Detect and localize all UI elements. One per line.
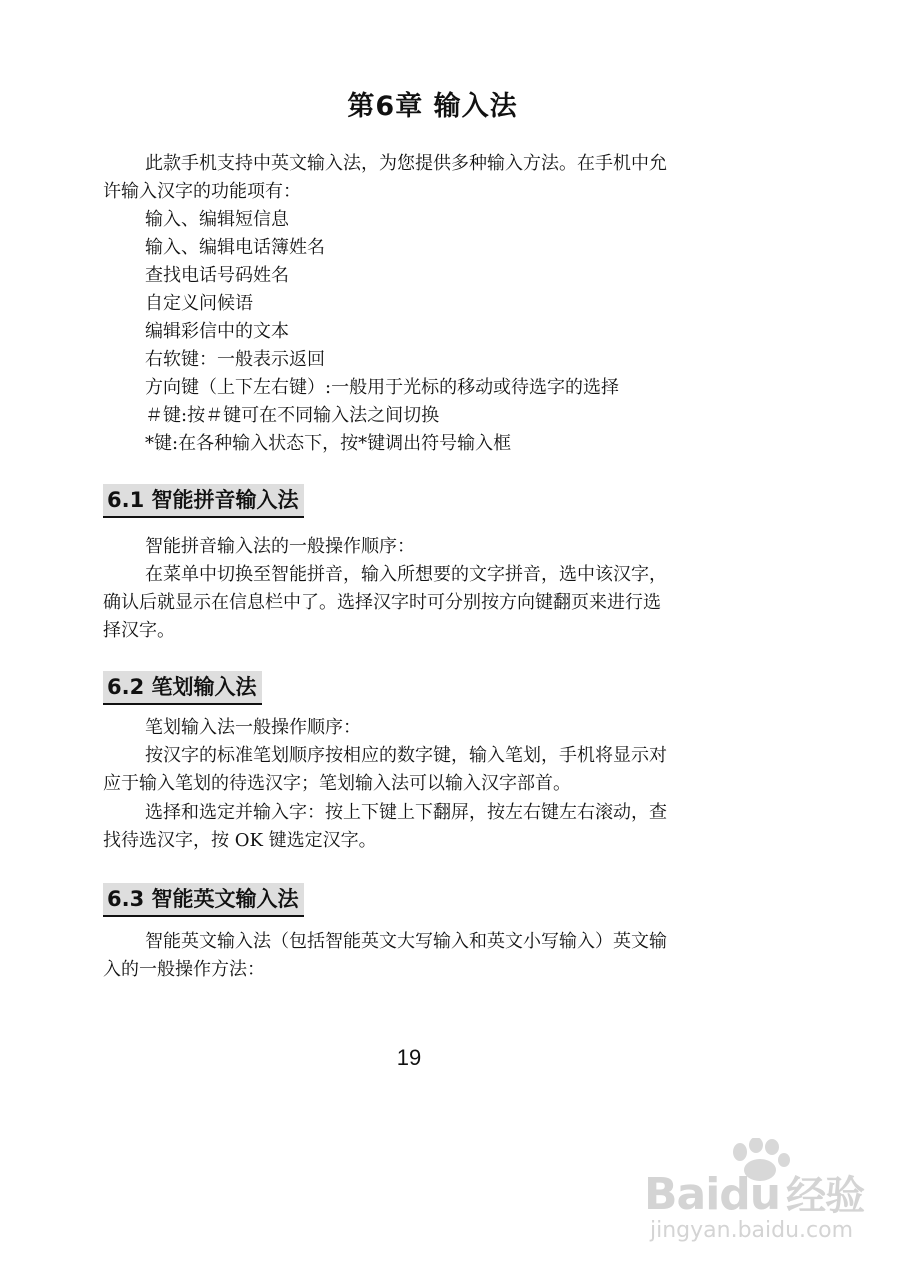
section-6-2-line: 笔划输入法一般操作顺序： — [145, 717, 361, 738]
section-6-1-line: 在菜单中切换至智能拼音，输入所想要的文字拼音，选中该汉字， — [145, 564, 667, 585]
section-6-2-line: 按汉字的标准笔划顺序按相应的数字键，输入笔划，手机将显示对 — [145, 745, 667, 766]
feature-list-item: *键:在各种输入状态下，按*键调出符号输入框 — [145, 433, 512, 454]
intro-paragraph-line: 此款手机支持中英文输入法，为您提供多种输入方法。在手机中允 — [145, 153, 667, 174]
section-6-3-line: 入的一般操作方法： — [103, 959, 265, 980]
feature-list-item: 输入、编辑短信息 — [145, 209, 289, 230]
feature-list-item: 自定义问候语 — [145, 293, 253, 314]
feature-list-item: 查找电话号码姓名 — [145, 265, 289, 286]
feature-list-item: 右软键：一般表示返回 — [145, 349, 325, 370]
page-number: 19 — [396, 1045, 422, 1070]
feature-list-item: ＃键:按＃键可在不同输入法之间切换 — [145, 405, 440, 426]
section-6-3-line: 智能英文输入法（包括智能英文大写输入和英文小写输入）英文输 — [145, 931, 667, 952]
watermark-brand — [644, 1164, 864, 1221]
chapter-title: 第6章 输入法 — [347, 91, 518, 122]
watermark-url: jingyan.baidu.com — [650, 1218, 854, 1243]
feature-list-item: 方向键（上下左右键）:一般用于光标的移动或待选字的选择 — [145, 377, 620, 398]
section-6-2-line: 应于输入笔划的待选汉字；笔划输入法可以输入汉字部首。 — [103, 773, 571, 794]
section-heading-6-1: 6.1 智能拼音输入法 — [103, 484, 304, 518]
section-6-1-line: 择汉字。 — [103, 620, 175, 641]
intro-paragraph-line: 许输入汉字的功能项有： — [103, 181, 301, 202]
baidu-jingyan-watermark — [636, 1138, 876, 1248]
section-6-1-line: 确认后就显示在信息栏中了。选择汉字时可分别按方向键翻页来进行选 — [103, 592, 661, 613]
watermark-brand-latin: Baidu — [644, 1169, 781, 1220]
section-heading-6-2: 6.2 笔划输入法 — [103, 671, 262, 705]
feature-list-item: 输入、编辑电话簿姓名 — [145, 237, 325, 258]
section-6-1-line: 智能拼音输入法的一般操作顺序： — [145, 536, 415, 557]
watermark-brand-cn: 经验 — [786, 1173, 865, 1219]
feature-list-item: 编辑彩信中的文本 — [145, 321, 289, 342]
section-heading-6-3: 6.3 智能英文输入法 — [103, 883, 304, 917]
section-6-2-line: 找待选汉字，按 OK 键选定汉字。 — [103, 830, 377, 851]
section-6-2-line: 选择和选定并输入字：按上下键上下翻屏，按左右键左右滚动，查 — [145, 802, 667, 823]
